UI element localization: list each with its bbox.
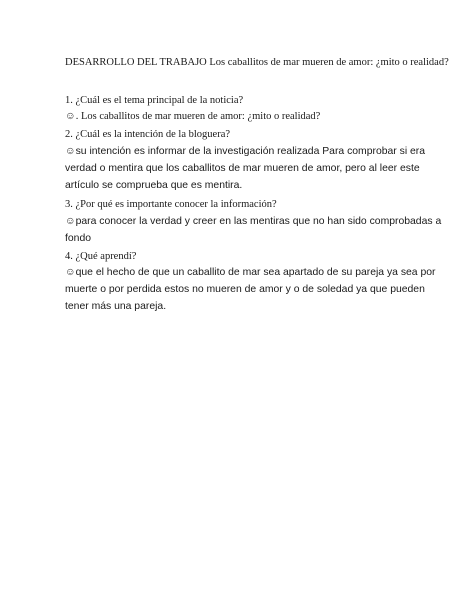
answer-2-line-1: ☺su intención es informar de la investigación realizada Para comprobar si era [65, 146, 426, 157]
answer-2-line-2: verdad o mentira que los caballitos de mar mueren de amor, pero al leer este [65, 163, 420, 174]
question-1: 1. ¿Cuál es el tema principal de la noticia? [65, 95, 244, 106]
answer-3-line-2: fondo [65, 233, 92, 244]
answer-2-line-3: artículo se comprueba que es mentira. [65, 180, 243, 191]
document-title: DESARROLLO DEL TRABAJO Los caballitos de mar mueren de amor: ¿mito o realidad? [65, 57, 449, 68]
answer-3 [65, 213, 442, 247]
question-2: 2. ¿Cuál es la intención de la bloguera? [65, 129, 231, 140]
answer-4 [65, 264, 436, 315]
answer-2 [65, 143, 426, 194]
answer-4-line-3: tener más una pareja. [65, 301, 167, 312]
answer-3-line-1: ☺para conocer la verdad y creer en las mentiras que no han sido comprobadas a [65, 216, 442, 227]
question-4: 4. ¿Qué aprendí? [65, 251, 137, 262]
answer-4-line-2: muerte o por perdida estos no mueren de amor y o de soledad ya que pueden [65, 284, 425, 295]
answer-4-line-1: ☺que el hecho de que un caballito de mar sea apartado de su pareja ya sea por [65, 267, 436, 278]
question-3: 3. ¿Por qué es importante conocer la información? [65, 199, 277, 210]
answer-1: ☺. Los caballitos de mar mueren de amor: ¿mito o realidad? [65, 111, 321, 122]
